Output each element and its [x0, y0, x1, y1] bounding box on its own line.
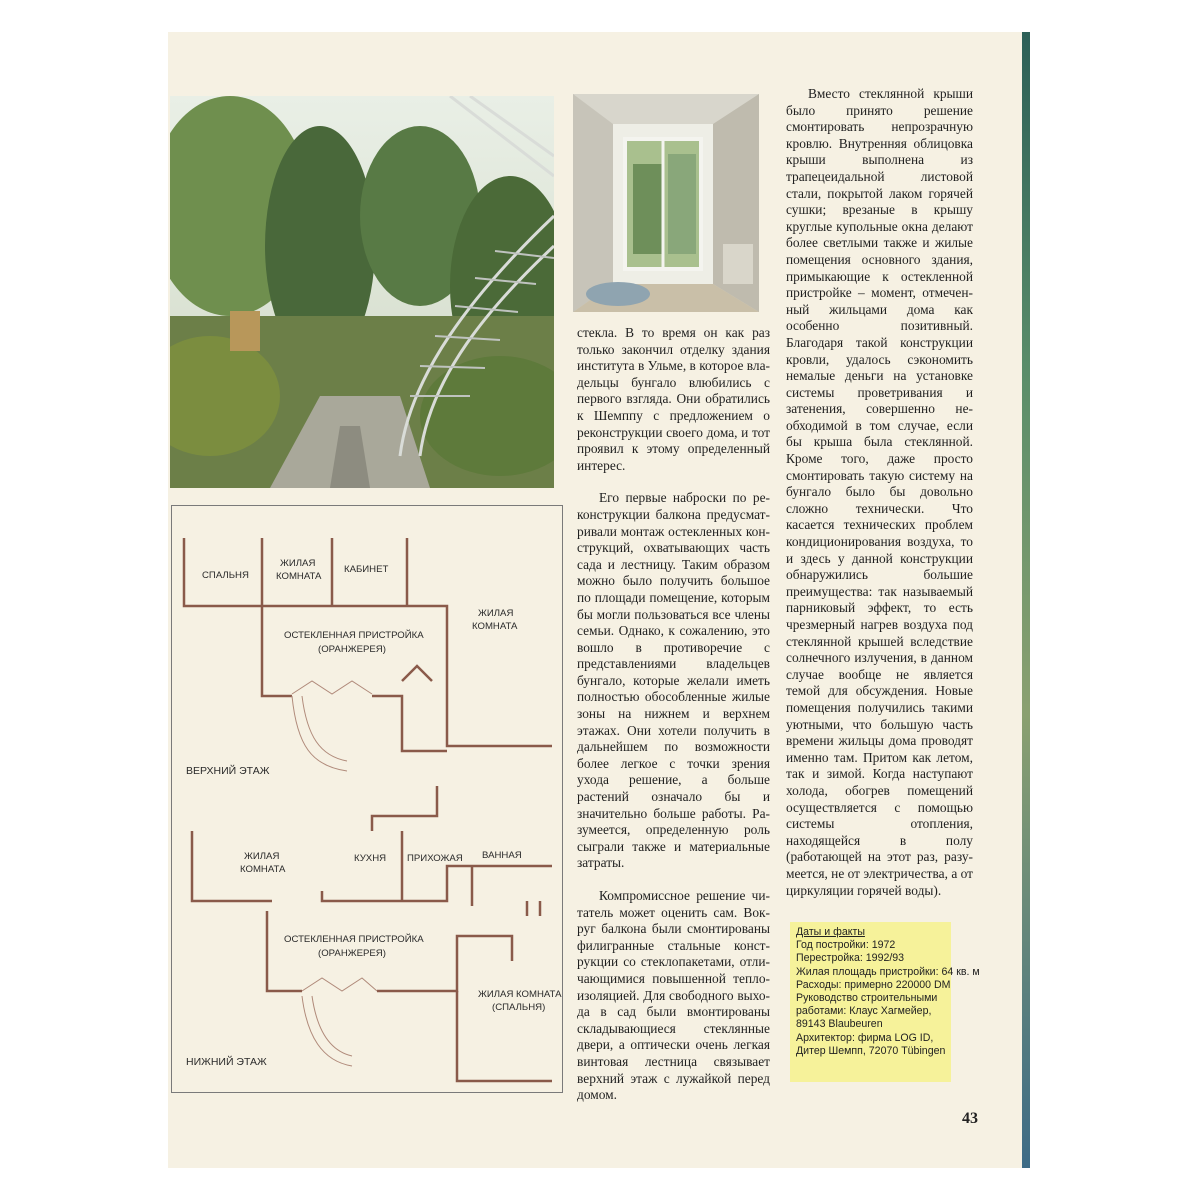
page-edge-strip — [1022, 32, 1030, 1168]
floor-label-upper: ВЕРХНИЙ ЭТАЖ — [186, 765, 270, 777]
facts-line: Дитер Шемпп, 72070 Tübingen — [796, 1044, 946, 1057]
facts-line: Перестройка: 1992/93 — [796, 952, 905, 965]
room-hall-lower: ПРИХОЖАЯ — [407, 853, 463, 864]
facts-line: работами: Клаус Хагмейер, — [796, 1005, 932, 1018]
garden-staircase-photo — [170, 96, 554, 488]
page-number: 43 — [962, 1110, 978, 1127]
facts-line: Расходы: примерно 220000 DM — [796, 978, 951, 991]
facts-line: 89143 Blaubeuren — [796, 1018, 883, 1031]
paragraph: стекла. В то время он как раз только закончил отделку здания института в Ульме, в которое владельцы бунгало влюбились с первого взгляда. Они обратились к Шемппу с предложением о реконструкции своего дома, и тот проявил к этому определенный интерес. — [577, 325, 770, 473]
room-living1-upper-b: КОМНАТА — [276, 571, 322, 582]
paragraph: Его первые наброски по реконструкции балкона предусматривали монтаж остекленных конструкций, охватывающих часть сада и лестницу. Таким образом можно было получить большое по площади помещение, которым бы могли пользоваться все члены семьи. Однако, к сожалению, это вошло в противоречие с представлениями владельцев бунгало, которые желали иметь полностью обособленные жилые зоны на нижнем и верхнем этажах. Они хотели получить в дальнейшем по возможности более легкое с точки зрения ухода решение, а больше растений означало бы и значительно больше работы. Разумеется, определенную роль сыграли также и материальные затраты. — [577, 490, 770, 871]
room-bedroom-lower-a: ЖИЛАЯ КОМНАТА — [478, 989, 562, 1000]
room-living1-upper-a: ЖИЛАЯ — [280, 558, 316, 569]
facts-line: Год постройки: 1972 — [796, 939, 896, 952]
room-glass-upper-a: ОСТЕКЛЕННАЯ ПРИСТРОЙКА — [284, 630, 424, 641]
facts-title: Даты и факты — [796, 926, 865, 938]
facts-line: Жилая площадь пристройки: 64 кв. м — [796, 965, 980, 978]
paragraph: Компромиссное решение читатель может оценить сам. Вокруг балкона были смонтированы филигранные стальные конструкции со стеклопакетами, отличающимися повышенной теплоизоляцией. Для свободного выхода в сад были вмонтированы складывающиеся стеклянные двери, а оптически очень легкая винтовая лестница связывает верхний этаж с лужайкой перед домом. — [577, 888, 770, 1103]
room-study-upper: КАБИНЕТ — [344, 564, 389, 575]
facts-line: Руководство строительными — [796, 992, 938, 1005]
room-glass-lower-a: ОСТЕКЛЕННАЯ ПРИСТРОЙКА — [284, 934, 424, 945]
room-kitchen-lower: КУХНЯ — [354, 853, 387, 864]
room-living2-upper-a: ЖИЛАЯ — [478, 608, 514, 619]
paragraph: Вместо стеклянной крыши было принято решение смонтировать непрозрачную кровлю. Внутренняя облицовка крыши выполнена из трапецеидальной листовой стали, покрытой лаком горячей сушки; врезаные в крышу круглые купольные окна делают более светлыми также и жилые помещения основного здания, примыкающие к остекленной пристройке – момент, отмеченный жильцами дома как особенно позитивный. Благодаря такой конструкции кровли, удалось сэкономить немалые деньги на установке системы проветривания и затенения, совершенно необходимой в том случае, если бы крыша была стеклянной. Кроме того, даже просто смонтировать такую систему на бунгало было бы довольно сложно технически. Что касается технических проблем кондиционирования воздуха, то и здесь у данной конструкции обнаружились большие преимущества: так называемый парниковый эффект, то есть чрезмерный нагрев воздуха под стеклянной крышей вследствие солнечного излучения, в данном случае вообще не является темой для обсуждения. Новые помещения получились такими уютными, что большую часть времени жильцы дома проводят именно там. Притом как летом, так и зимой. Когда наступают холода, обогрев помещений осуществляется с помощью системы отопления, находящейся в полу (работающей на этот раз, разумеется, не от электричества, а от циркуляции горячей воды). — [786, 86, 973, 898]
room-living-lower-a: ЖИЛАЯ — [244, 851, 280, 862]
interior-photo — [573, 94, 759, 312]
text-column-2 — [786, 86, 973, 899]
room-living-lower-b: КОМНАТА — [240, 864, 286, 875]
text-column-1 — [577, 325, 770, 1104]
floor-label-lower: НИЖНИЙ ЭТАЖ — [186, 1056, 267, 1068]
room-bath-lower: ВАННАЯ — [482, 850, 522, 861]
room-living2-upper-b: КОМНАТА — [472, 621, 518, 632]
room-bedroom-upper: СПАЛЬНЯ — [202, 570, 249, 581]
room-bedroom-lower-b: (СПАЛЬНЯ) — [492, 1002, 546, 1013]
room-glass-upper-b: (ОРАНЖЕРЕЯ) — [318, 644, 386, 655]
facts-box — [790, 922, 980, 1082]
room-glass-lower-b: (ОРАНЖЕРЕЯ) — [318, 948, 386, 959]
facts-line: Архитектор: фирма LOG ID, — [796, 1031, 934, 1044]
floor-plans — [171, 505, 563, 1093]
